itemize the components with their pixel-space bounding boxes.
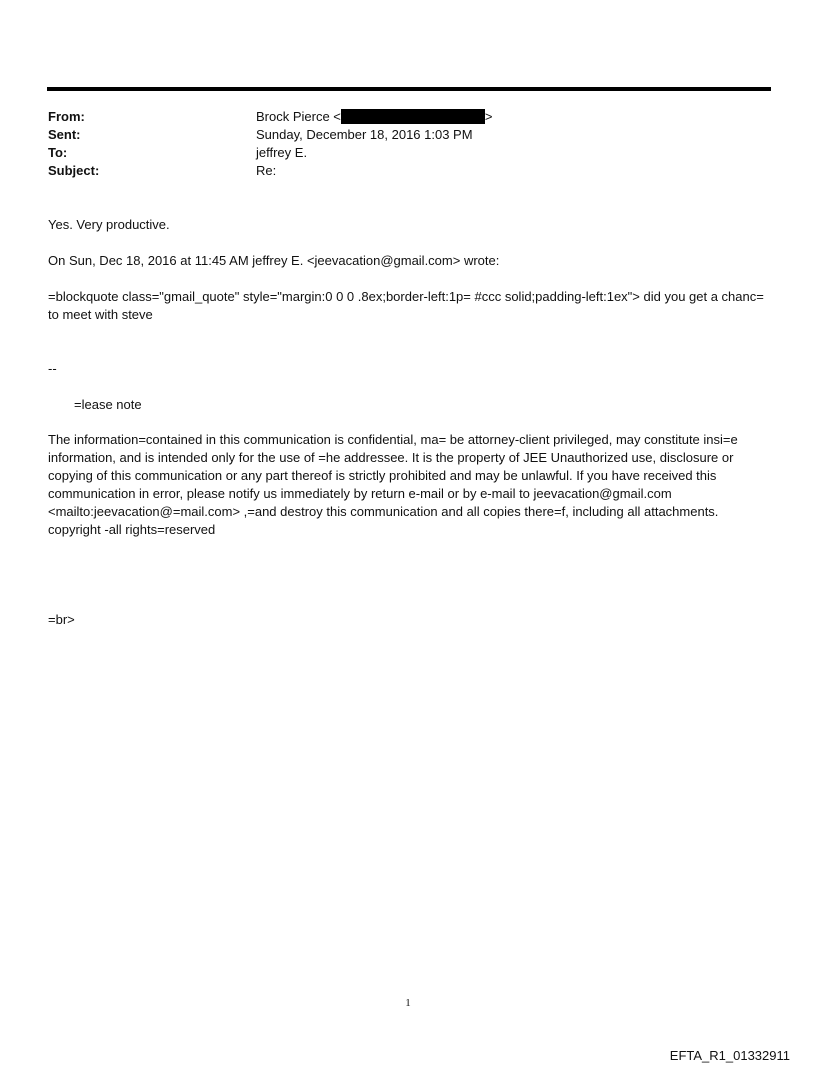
- br-artifact: =br>: [48, 612, 75, 627]
- redaction-block: [341, 109, 485, 124]
- sent-value: Sunday, December 18, 2016 1:03 PM: [256, 127, 473, 142]
- note-heading: =lease note: [74, 397, 142, 412]
- subject-label: Subject:: [48, 163, 100, 178]
- page-number: 1: [405, 997, 411, 1009]
- quote-intro: On Sun, Dec 18, 2016 at 11:45 AM jeffrey E. <jeevacation@gmail.com> wrote:: [48, 253, 500, 268]
- header-divider: [47, 87, 771, 91]
- to-value: jeffrey E.: [256, 145, 308, 160]
- subject-value: Re:: [256, 163, 277, 178]
- from-label: From:: [48, 109, 85, 124]
- confidentiality-disclaimer: The information=contained in this communication is confidential, ma= be attorney-client privileged, may constitute insi=e information, and is intended only for the use of =he addressee. It is the property of JEE Unauthorized use, disclosure or copying of this communication or any part thereof is strictly prohibited and may be unlawful. If you have received this communication in error, please notify us immediately by return e-mail or by e-mail to jeevacation@gmail.com <mailto:jeevacation@=mail.com> ,=and destroy this communication and all copies there=f, including all attachments. copyright -all rights=reserved: [48, 432, 738, 537]
- reply-text: Yes. Very productive.: [48, 217, 170, 232]
- to-label: To:: [48, 145, 68, 160]
- from-value: Brock Pierce < >: [256, 109, 493, 124]
- sent-label: Sent:: [48, 127, 81, 142]
- document-id: EFTA_R1_01332911: [669, 1048, 790, 1063]
- quoted-message: =blockquote class="gmail_quote" style="margin:0 0 0 .8ex;border-left:1p= #ccc solid;padding-left:1ex"> did you get a chanc= to meet with steve: [48, 289, 764, 322]
- signature-separator: --: [48, 361, 57, 376]
